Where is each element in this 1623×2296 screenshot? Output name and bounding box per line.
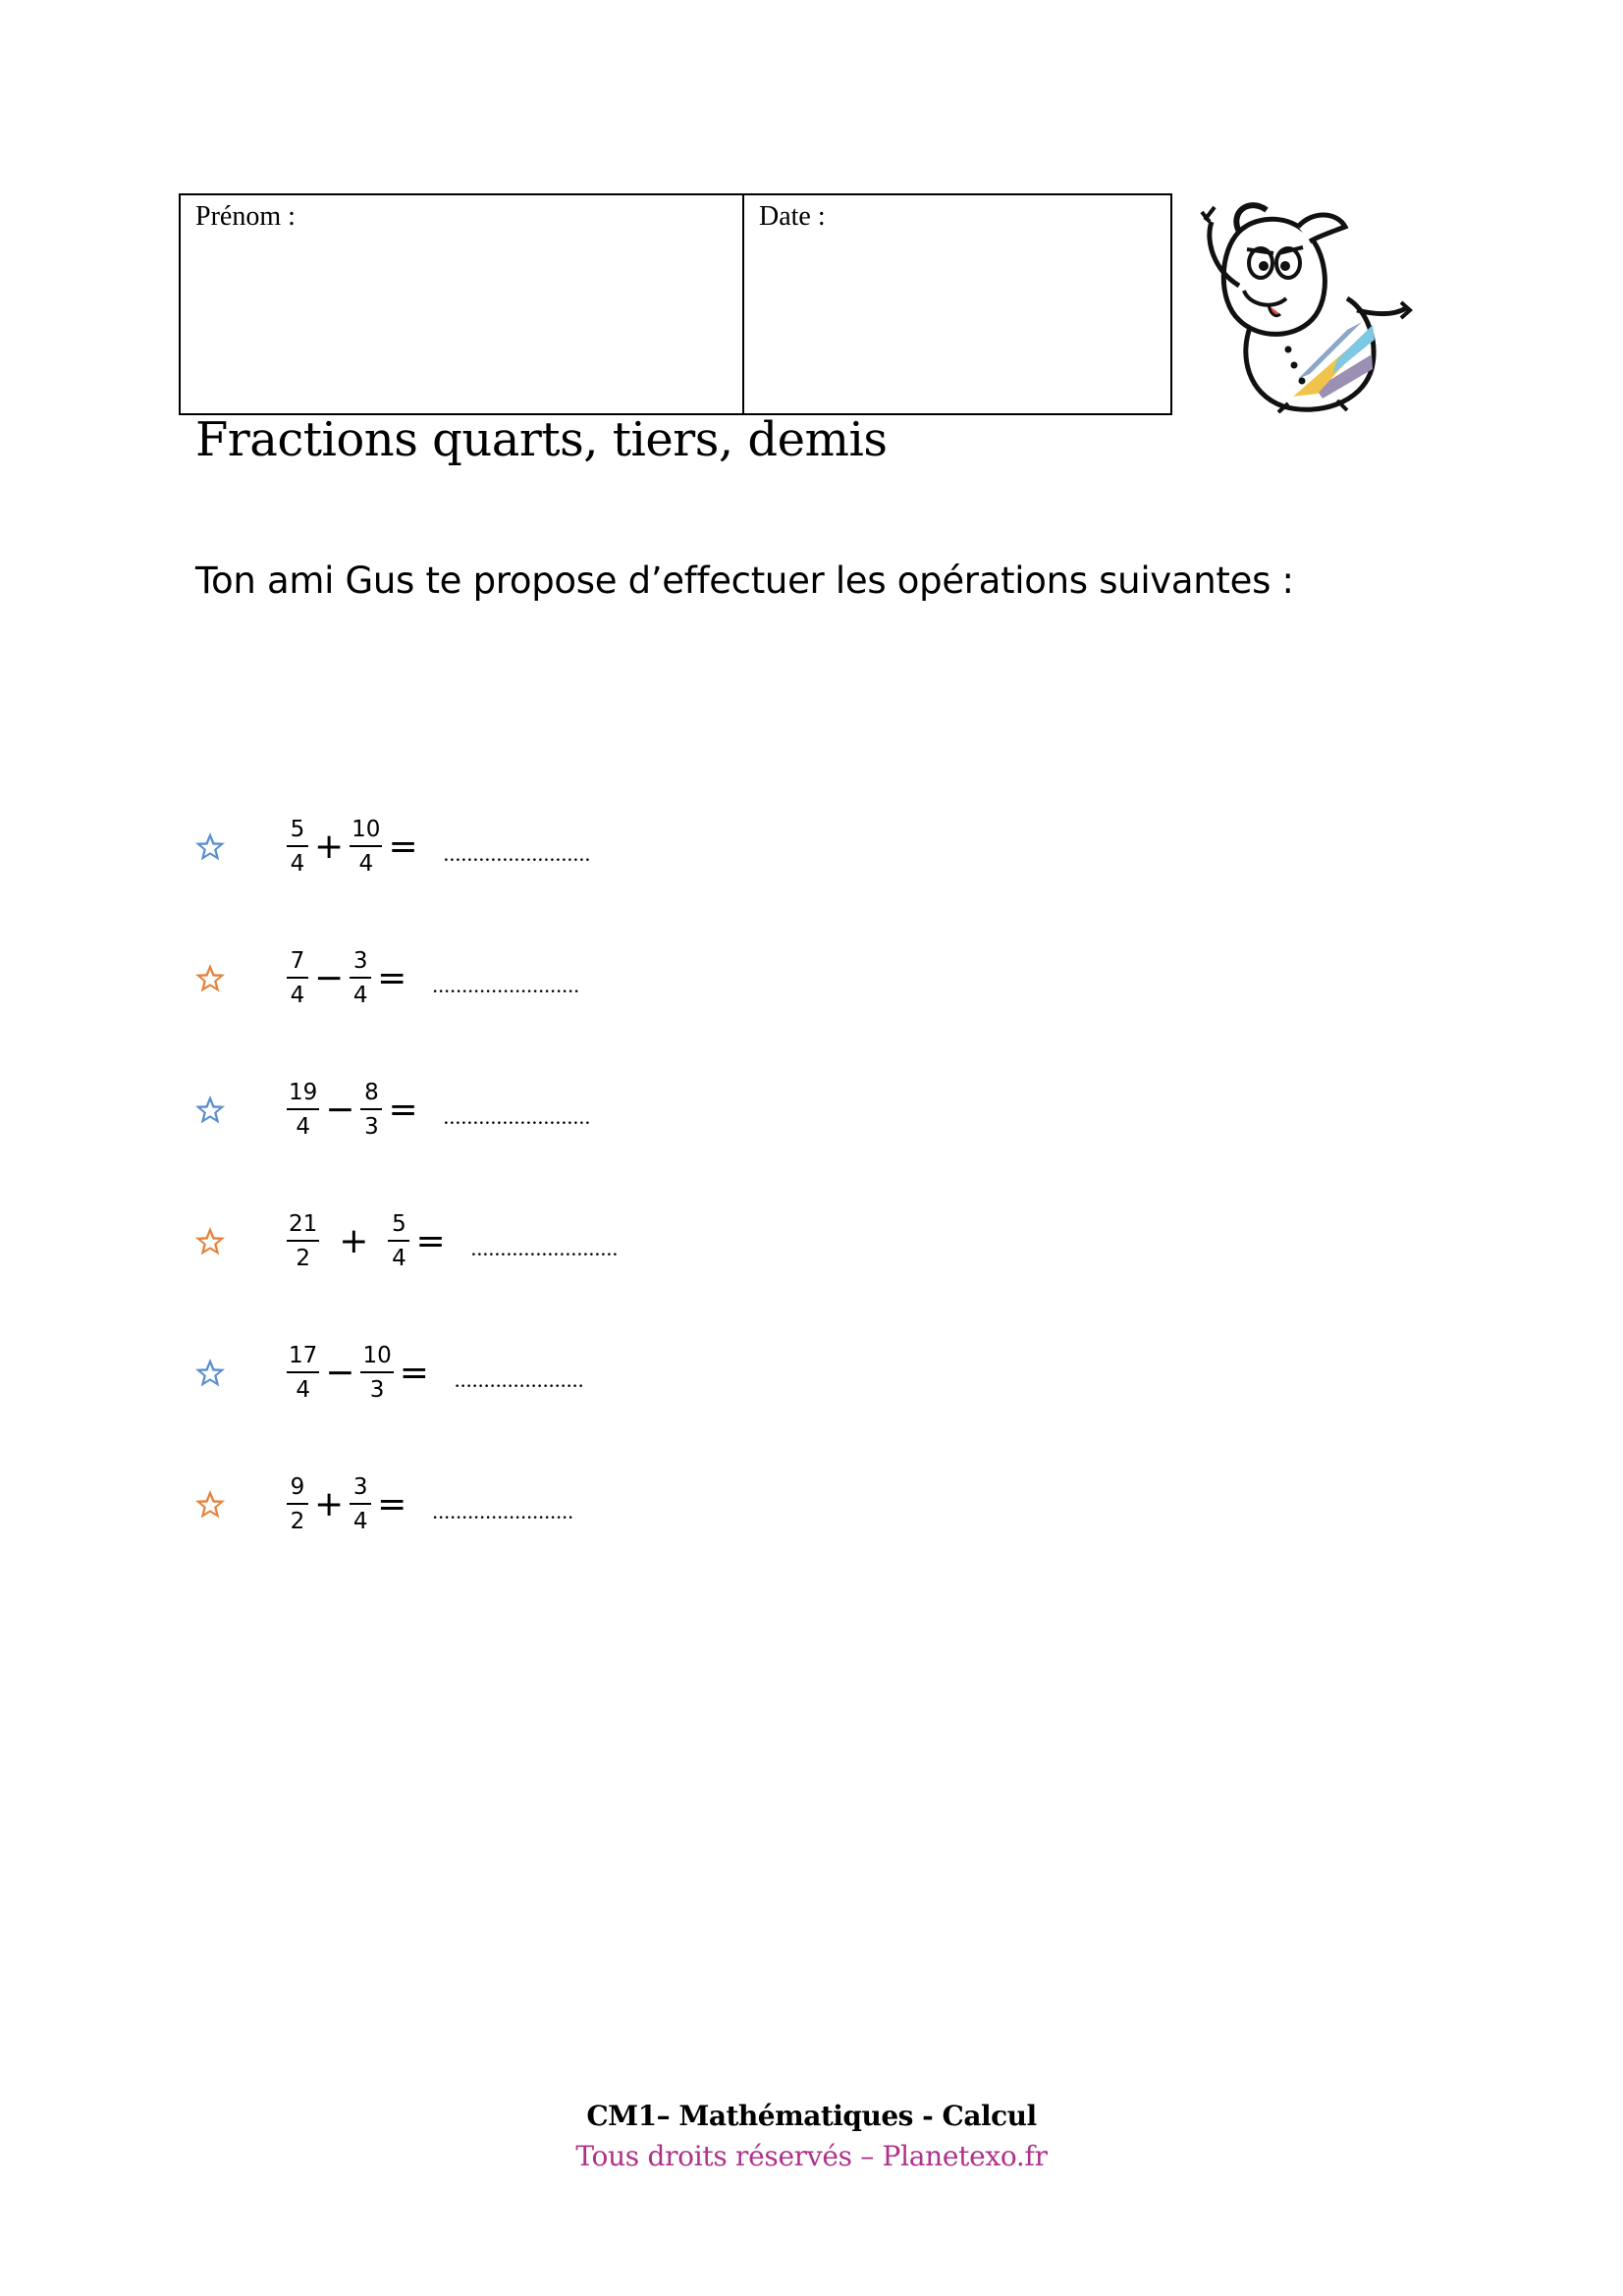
exercise-row [192, 1470, 573, 1539]
answer-blank[interactable]: ......................... [432, 973, 580, 997]
footer-subject: CM1– Mathématiques - Calcul [586, 2100, 1037, 2132]
equals-sign: = [399, 1353, 429, 1393]
numerator: 5 [290, 816, 305, 842]
operator: + [314, 827, 345, 867]
name-field[interactable] [181, 195, 744, 413]
numerator: 3 [352, 947, 368, 974]
numerator: 19 [289, 1079, 318, 1105]
numerator: 5 [392, 1210, 406, 1237]
denominator: 2 [290, 1509, 305, 1535]
denominator: 4 [392, 1246, 406, 1272]
fraction-b [350, 1473, 371, 1535]
numerator: 10 [352, 816, 381, 842]
answer-blank[interactable]: ...................... [454, 1367, 584, 1392]
denominator: 2 [296, 1246, 310, 1272]
denominator: 4 [290, 851, 305, 878]
denominator: 4 [296, 1114, 310, 1141]
fraction-expression [287, 1473, 574, 1535]
equals-sign: = [388, 827, 418, 867]
fraction-a [287, 1210, 319, 1272]
operator: + [339, 1221, 369, 1261]
exercise-row [192, 944, 579, 1013]
numerator: 10 [362, 1342, 392, 1368]
operator: − [325, 1353, 355, 1393]
blue-star-icon [192, 1356, 228, 1391]
denominator: 4 [352, 1509, 368, 1535]
answer-blank[interactable]: ......................... [443, 841, 591, 866]
answer-blank[interactable]: ........................ [432, 1499, 574, 1523]
fraction-expression [287, 1210, 619, 1272]
blue-star-icon [192, 1093, 228, 1128]
header-table [179, 193, 1172, 415]
fraction-expression [287, 1342, 584, 1404]
footer [0, 2100, 1623, 2172]
exercise-row [192, 1207, 619, 1276]
instruction-text: Ton ami Gus te propose d’effectuer les opérations suivantes : [195, 560, 1294, 602]
numerator: 7 [290, 947, 305, 974]
denominator: 3 [369, 1377, 385, 1404]
exercise-row [192, 813, 591, 881]
denominator: 4 [290, 983, 305, 1009]
name-label: Prénom : [195, 201, 296, 232]
numerator: 9 [290, 1473, 305, 1500]
orange-star-icon [192, 961, 228, 996]
operator: − [314, 958, 345, 998]
fraction-b [350, 947, 371, 1009]
exercise-row [192, 1339, 584, 1408]
page-title: Fractions quarts, tiers, demis [195, 412, 888, 467]
date-label: Date : [759, 201, 826, 232]
numerator: 21 [289, 1210, 318, 1237]
fraction-a [287, 816, 308, 878]
orange-star-icon [192, 1224, 228, 1259]
operator: − [325, 1090, 355, 1130]
equals-sign: = [377, 958, 407, 998]
fraction-b [388, 1210, 409, 1272]
sheep-mascot-illustration [1200, 192, 1414, 413]
fraction-a [287, 1473, 308, 1535]
equals-sign: = [388, 1090, 418, 1130]
exercise-row [192, 1076, 591, 1145]
fraction-b [350, 816, 382, 878]
operator: + [314, 1484, 345, 1524]
numerator: 3 [352, 1473, 368, 1500]
fraction-a [287, 1079, 319, 1141]
footer-copyright: Tous droits réservés – Planetexo.fr [575, 2140, 1048, 2172]
denominator: 3 [364, 1114, 379, 1141]
equals-sign: = [377, 1484, 407, 1524]
fraction-expression [287, 816, 591, 878]
fraction-expression [287, 947, 580, 1009]
blue-star-icon [192, 829, 228, 865]
denominator: 4 [296, 1377, 310, 1404]
numerator: 17 [289, 1342, 318, 1368]
fraction-b [360, 1079, 382, 1141]
denominator: 4 [352, 983, 368, 1009]
denominator: 4 [358, 851, 374, 878]
fraction-a [287, 947, 308, 1009]
date-field[interactable] [744, 195, 1170, 413]
equals-sign: = [415, 1221, 446, 1261]
orange-star-icon [192, 1487, 228, 1522]
answer-blank[interactable]: ......................... [443, 1104, 591, 1129]
fraction-b [360, 1342, 393, 1404]
numerator: 8 [364, 1079, 379, 1105]
answer-blank[interactable]: ......................... [470, 1236, 619, 1260]
fraction-expression [287, 1079, 591, 1141]
fraction-a [287, 1342, 319, 1404]
